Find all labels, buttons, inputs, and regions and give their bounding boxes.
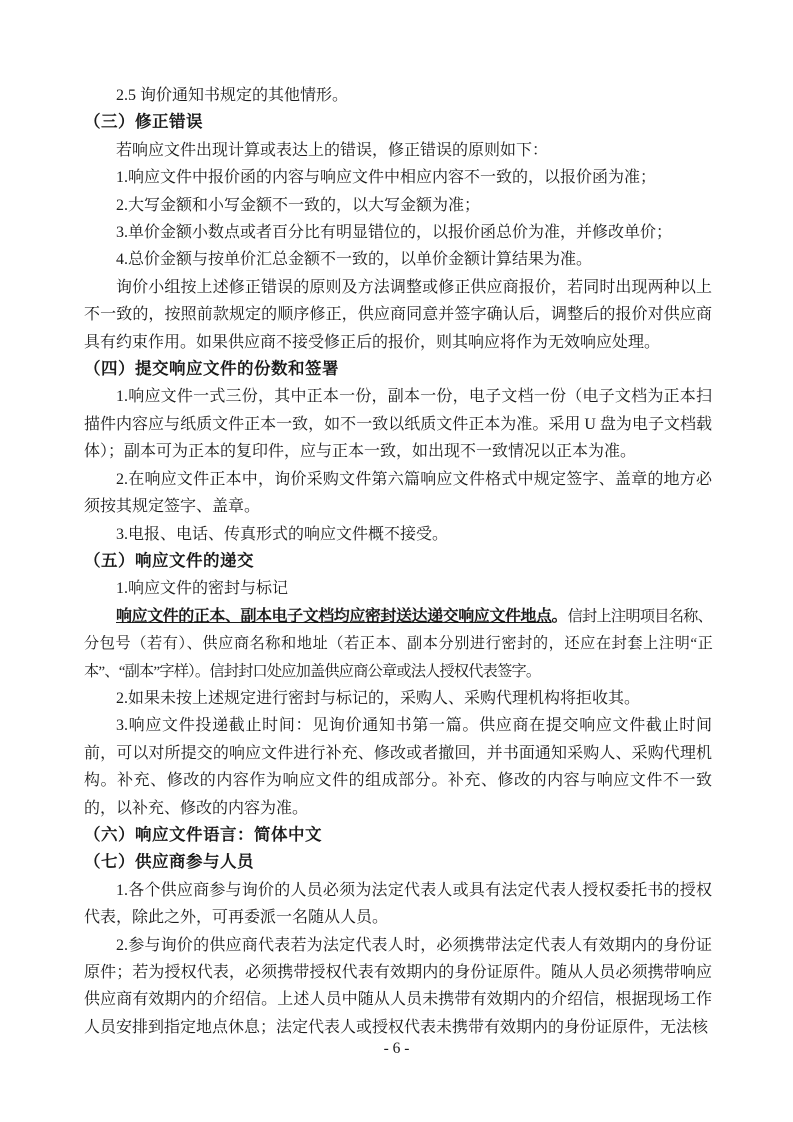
paragraph bbox=[84, 137, 712, 164]
paragraph bbox=[84, 575, 712, 602]
text-run: 1.各个供应商参与询价的人员必须为法定代表人或具有法定代表人授权委托书的授权代表，除此之外，可再委派一名随从人员。 bbox=[84, 881, 712, 927]
text-run: 2.参与询价的供应商代表若为法定代表人时，必须携带法定代表人有效期内的身份证原件；若为授权代表，必须携带授权代表有效期内的身份证原件。随从人员必须携带响应供应商有效期内的介绍信。上述人员中随从人员未携带有效期内的介绍信，根据现场工作人员安排到指定地点休息；法定代表人或授权代表未携带有效期内的身份证原件，无法核 bbox=[84, 936, 712, 1036]
text-run: 1.响应文件的密封与标记 bbox=[116, 580, 289, 598]
text-run: （七）供应商参与人员 bbox=[84, 853, 254, 872]
text-run: 3.电报、电话、传真形式的响应文件概不接受。 bbox=[116, 525, 449, 543]
paragraph bbox=[84, 603, 712, 685]
text-run: 3.响应文件投递截止时间：见询价通知书第一篇。供应商在提交响应文件截止时间前，可以对所提交的响应文件进行补充、修改或者撤回，并书面通知采购人、采购代理机构。补充、修改的内容作为响应文件的组成部分。补充、修改的内容与响应文件不一致的，以补充、修改的内容为准。 bbox=[84, 717, 712, 817]
paragraph bbox=[84, 521, 712, 548]
document-body bbox=[84, 82, 712, 1041]
text-run: 2.在响应文件正本中，询价采购文件第六篇响应文件格式中规定签字、盖章的地方必须按其规定签字、盖章。 bbox=[84, 470, 712, 516]
emphasis-text: 信封上注明项目名称、分包号（若有）、供应商名称和地址（若正本、副本分别进行密封的，还应在封套上注明“正本”、“副本”字样）。信封封口处应加盖供应商公章或法人授权代表签字。 bbox=[84, 607, 712, 680]
section-heading bbox=[84, 109, 712, 136]
text-run: （五）响应文件的递交 bbox=[84, 551, 254, 570]
text-run: （六）响应文件语言：简体中文 bbox=[84, 825, 322, 844]
page-number: - 6 - bbox=[383, 1040, 410, 1057]
text-run: （三）修正错误 bbox=[84, 113, 203, 132]
text-run: 4.总价金额与按单价汇总金额不一致的，以单价金额计算结果为准。 bbox=[116, 251, 593, 269]
emphasis-text: 。 bbox=[551, 607, 568, 625]
section-heading bbox=[84, 356, 712, 383]
paragraph bbox=[84, 164, 712, 191]
text-run: 1.响应文件中报价函的内容与响应文件中相应内容不一致的，以报价函为准； bbox=[116, 169, 657, 187]
text-run: 2.如果未按上述规定进行密封与标记的，采购人、采购代理机构将拒收其。 bbox=[116, 689, 641, 707]
paragraph bbox=[84, 246, 712, 273]
text-run: 询价小组按上述修正错误的原则及方法调整或修正供应商报价，若同时出现两种以上不一致的，按照前款规定的顺序修正，供应商同意并签字确认后，调整后的报价对供应商具有约束作用。如果供应商不接受修正后的报价，则其响应将作为无效响应处理。 bbox=[84, 278, 712, 351]
section-heading bbox=[84, 822, 712, 849]
paragraph bbox=[84, 82, 712, 109]
paragraph bbox=[84, 383, 712, 465]
text-run: 1.响应文件一式三份，其中正本一份，副本一份，电子文档一份（电子文档为正本扫描件内容应与纸质文件正本一致，如不一致以纸质文件正本为准。采用 U 盘为电子文档载体）；副本可为正本的复印件，应与正本一致，如出现不一致情况以正本为准。 bbox=[84, 388, 712, 461]
paragraph bbox=[84, 932, 712, 1042]
emphasis-text: 响应文件的正本、副本电子文档均应密封送达递交响应文件地点 bbox=[116, 607, 552, 625]
paragraph bbox=[84, 274, 712, 356]
text-run: 3.单价金额小数点或者百分比有明显错位的，以报价函总价为准，并修改单价； bbox=[116, 224, 673, 242]
paragraph bbox=[84, 466, 712, 521]
text-run: 2.大写金额和小写金额不一致的，以大写金额为准； bbox=[116, 196, 481, 214]
paragraph bbox=[84, 712, 712, 822]
section-heading bbox=[84, 849, 712, 876]
paragraph bbox=[84, 685, 712, 712]
paragraph bbox=[84, 877, 712, 932]
text-run: （四）提交响应文件的份数和签署 bbox=[84, 360, 339, 379]
paragraph bbox=[84, 219, 712, 246]
paragraph bbox=[84, 192, 712, 219]
text-run: 2.5 询价通知书规定的其他情形。 bbox=[116, 87, 349, 104]
section-heading bbox=[84, 548, 712, 575]
text-run: 若响应文件出现计算或表达上的错误，修正错误的原则如下： bbox=[116, 141, 549, 159]
